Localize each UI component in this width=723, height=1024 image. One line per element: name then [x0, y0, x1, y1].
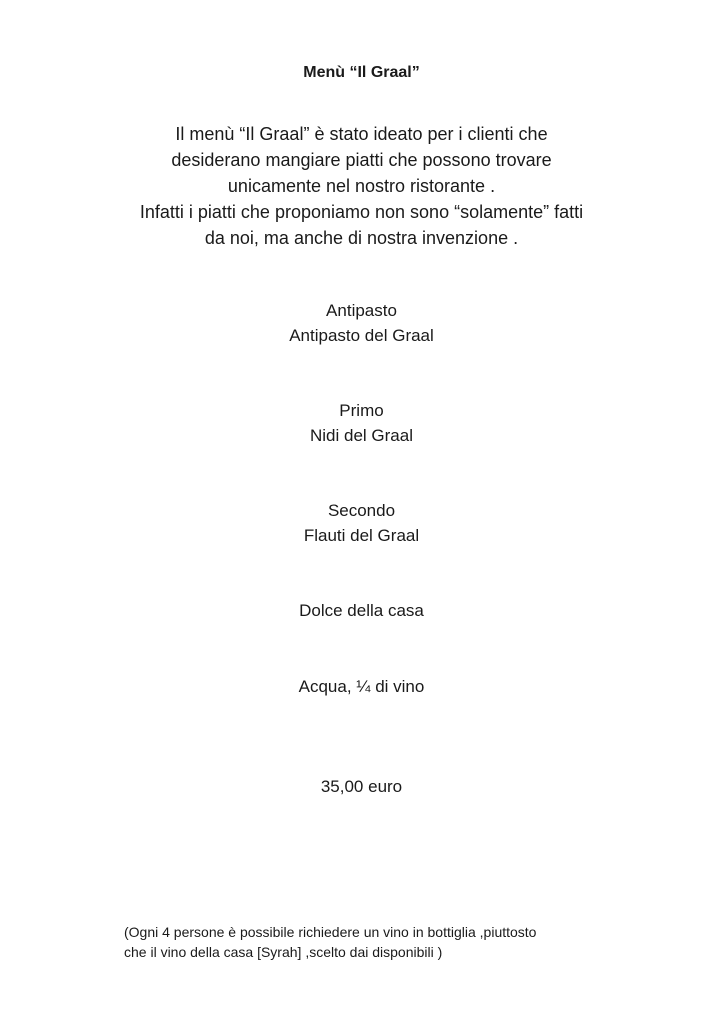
- intro-line: Il menù “Il Graal” è stato ideato per i clienti che: [175, 124, 548, 144]
- intro-line: Infatti i piatti che proponiamo non sono “solamente” fatti: [139, 202, 584, 222]
- course-dish: Antipasto del Graal: [289, 326, 434, 345]
- course-heading: Antipasto: [326, 301, 397, 320]
- course-dish: Nidi del Graal: [310, 426, 413, 445]
- course-antipasto: [0, 298, 723, 348]
- dessert-line: [0, 598, 723, 623]
- price-line: [0, 774, 723, 799]
- drinks-text: Acqua, ¼ di vino: [298, 677, 425, 696]
- dessert-text: Dolce della casa: [299, 601, 424, 620]
- drinks-line: [0, 674, 723, 699]
- course-primo: [0, 398, 723, 448]
- course-dish: Flauti del Graal: [303, 526, 420, 545]
- course-heading: Secondo: [327, 501, 396, 520]
- course-heading: Primo: [339, 401, 384, 420]
- intro-line: unicamente nel nostro ristorante .: [227, 176, 496, 196]
- intro-line: da noi, ma anche di nostra invenzione .: [204, 228, 519, 248]
- intro-paragraph: [100, 121, 623, 251]
- menu-title: Menù “Il Graal”: [303, 64, 420, 81]
- footnote-line: (Ogni 4 persone è possibile richiedere un vino in bottiglia ,piuttosto: [124, 924, 537, 940]
- footnote: [124, 922, 604, 962]
- price-text: 35,00 euro: [320, 777, 403, 796]
- footnote-line: che il vino della casa [Syrah] ,scelto dai disponibili ): [124, 944, 443, 960]
- course-secondo: [0, 498, 723, 548]
- intro-line: desiderano mangiare piatti che possono trovare: [171, 150, 552, 170]
